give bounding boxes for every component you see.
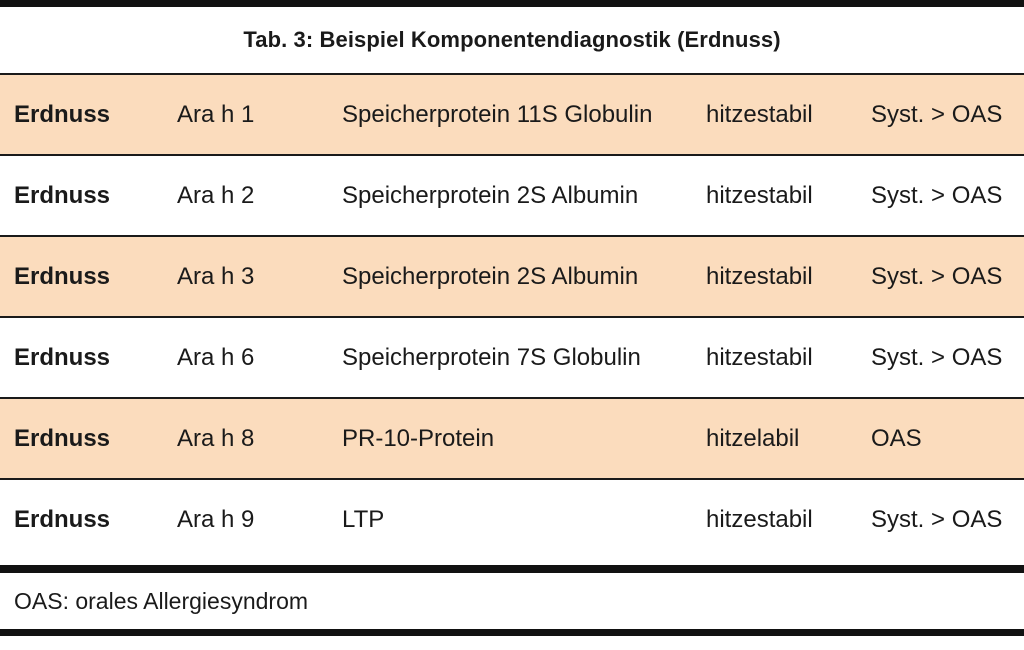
cell-reaction: OAS [871, 424, 922, 452]
cell-protein: Speicherprotein 2S Albumin [342, 181, 639, 209]
cell-stability: hitzestabil [706, 100, 813, 128]
cell-food: Erdnuss [14, 343, 111, 371]
cell-stability: hitzestabil [706, 262, 813, 290]
cell-reaction: Syst. > OAS [871, 100, 1003, 128]
cell-protein: Speicherprotein 7S Globulin [342, 343, 641, 371]
table-row [0, 478, 1024, 559]
footer-rule [0, 565, 1024, 573]
cell-component: Ara h 6 [177, 343, 255, 371]
cell-protein: Speicherprotein 2S Albumin [342, 262, 639, 290]
cell-stability: hitzelabil [706, 424, 800, 452]
cell-reaction: Syst. > OAS [871, 505, 1003, 533]
cell-component: Ara h 1 [177, 100, 255, 128]
cell-food: Erdnuss [14, 424, 111, 452]
cell-food: Erdnuss [14, 181, 111, 209]
cell-component: Ara h 8 [177, 424, 255, 452]
cell-stability: hitzestabil [706, 505, 813, 533]
bottom-rule [0, 629, 1024, 636]
table-row [0, 316, 1024, 397]
table-row [0, 154, 1024, 235]
cell-protein: Speicherprotein 11S Globulin [342, 100, 653, 128]
cell-food: Erdnuss [14, 100, 111, 128]
cell-reaction: Syst. > OAS [871, 262, 1003, 290]
table-title: Tab. 3: Beispiel Komponentendiagnostik (Erdnuss) [243, 27, 781, 52]
table-footnote: OAS: orales Allergiesyndrom [14, 587, 309, 614]
cell-food: Erdnuss [14, 262, 111, 290]
cell-component: Ara h 9 [177, 505, 255, 533]
table-body [0, 73, 1024, 559]
cell-protein: LTP [342, 505, 385, 533]
cell-stability: hitzestabil [706, 343, 813, 371]
cell-component: Ara h 3 [177, 262, 255, 290]
table-row [0, 235, 1024, 316]
cell-reaction: Syst. > OAS [871, 181, 1003, 209]
cell-food: Erdnuss [14, 505, 111, 533]
table-row [0, 397, 1024, 478]
cell-reaction: Syst. > OAS [871, 343, 1003, 371]
cell-component: Ara h 2 [177, 181, 255, 209]
top-rule [0, 0, 1024, 7]
cell-stability: hitzestabil [706, 181, 813, 209]
cell-protein: PR-10-Protein [342, 424, 495, 452]
table-row [0, 73, 1024, 154]
